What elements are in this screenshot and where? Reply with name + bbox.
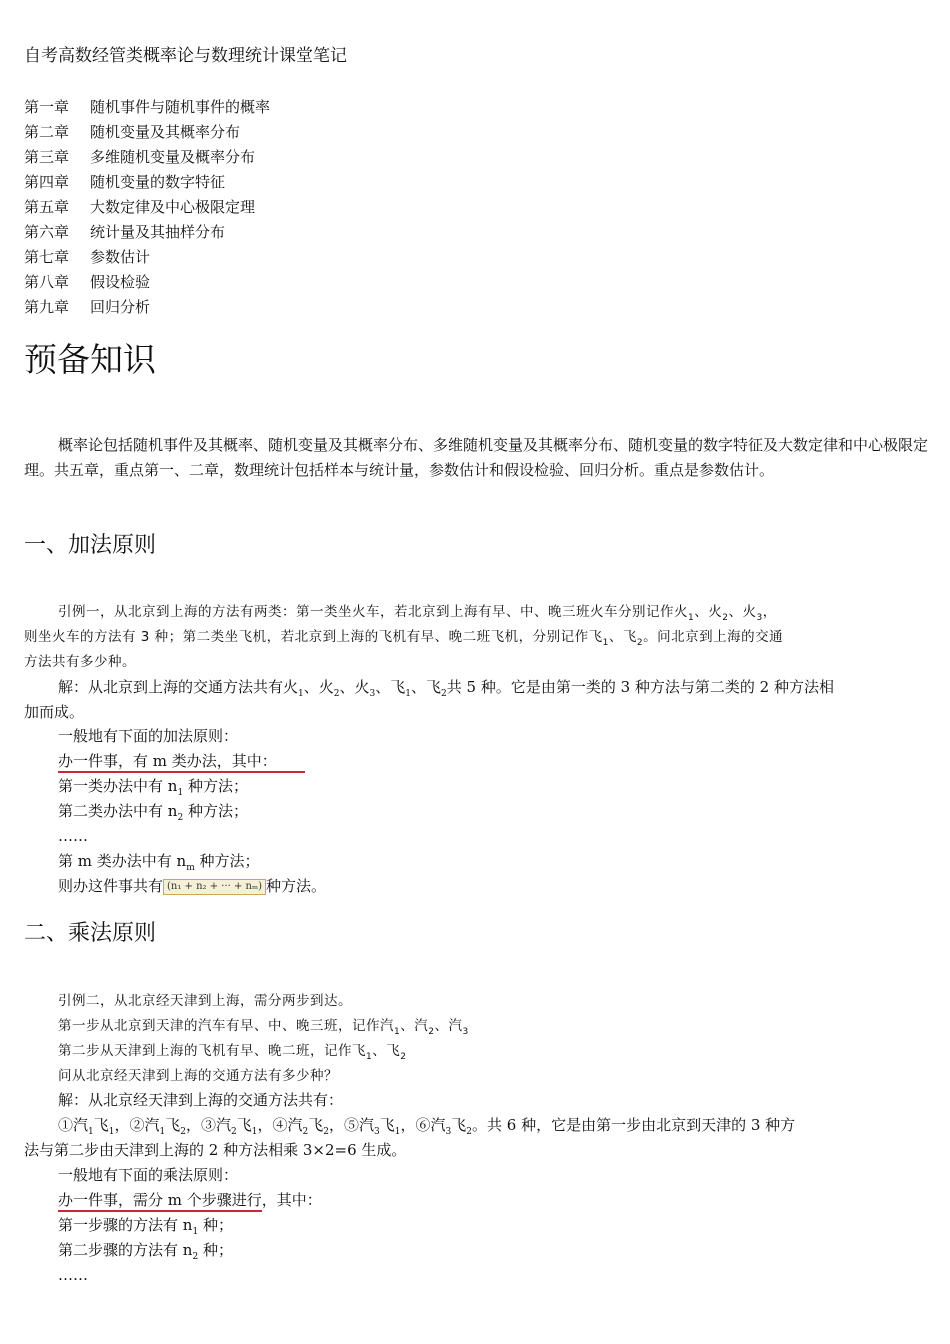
toc-item	[24, 272, 150, 292]
item-text: 第一步骤的方法有 n	[58, 1216, 193, 1234]
step-text: 第一步从北京到天津的汽车有早、中、晚三班，记作汽	[58, 1018, 394, 1034]
toc-title: 回归分析	[90, 298, 151, 316]
addition-item-m: 第 m 类办法中有 $n_m$ 种方法；	[58, 852, 260, 873]
multiplication-rule-tail: ，其中：	[261, 1191, 322, 1209]
toc-item	[24, 147, 255, 167]
section-heading-addition: 一、加法原则	[24, 533, 157, 558]
toc-title: 随机事件与随机事件的概率	[90, 98, 271, 116]
solution-two: 解：从北京经天津到上海的交通方法共有：	[58, 1091, 344, 1109]
toc-title: 大数定律及中心极限定理	[90, 198, 256, 216]
solution-one-line2: 加而成。	[24, 703, 85, 721]
multiplication-rule-text: 办一件事，需分 m 个步骤进行	[58, 1191, 262, 1212]
toc-title: 随机变量的数字特征	[90, 173, 226, 191]
addition-item-2: 第二类办法中有 $n_2$ 种方法；	[58, 802, 248, 823]
example-two-line1: 引例二，从北京经天津到上海，需分两步到达。	[58, 993, 352, 1009]
example-one-line2: 则坐火车的方法有 3 种；第二类坐飞机，若北京到上海的飞机有早、晚二班飞机，分别记作飞$_1$、飞$_2$。问北京到上海的交通	[24, 629, 784, 648]
toc-item	[24, 222, 225, 242]
toc-chapter: 第四章	[24, 173, 70, 191]
addition-total	[58, 876, 326, 896]
intro-text: 概率论包括随机事件及其概率、随机变量及其概率分布、多维随机变量及其概率分布、随机变量的数字特征及大数定律和中心极限定理。共五章，重点第一、二章，数理统计包括样本与统计量，参数估计和假设检验、回归分析。重点是参数估计。	[24, 436, 929, 479]
multiplication-item-1: 第一步骤的方法有 $n_1$ 种；	[58, 1216, 233, 1237]
toc-item	[24, 172, 225, 192]
toc-chapter: 第一章	[24, 98, 70, 116]
total-suffix: 种方法。	[266, 877, 327, 895]
multiplication-item-2: 第二步骤的方法有 $n_2$ 种；	[58, 1241, 233, 1262]
example-text: 则坐火车的方法有 3 种；第二类坐飞机，若北京到上海的飞机有早、晚二班飞机，分别记作飞	[24, 629, 603, 645]
toc-title: 参数估计	[90, 248, 151, 266]
toc-chapter: 第二章	[24, 123, 70, 141]
item-suffix: 种；	[202, 1241, 233, 1259]
toc-item	[24, 97, 270, 117]
multiplication-ellipsis: ……	[58, 1266, 88, 1284]
item-text: 第二类办法中有 n	[58, 802, 178, 820]
addition-item-1: 第一类办法中有 $n_1$ 种方法；	[58, 777, 248, 798]
item-text: 第二步骤的方法有 n	[58, 1241, 193, 1259]
example-one-line3: 方法共有多少种。	[24, 654, 136, 670]
step-text: 第二步从天津到上海的飞机有早、晚二班，记作飞	[58, 1043, 366, 1059]
section-heading-multiplication: 二、乘法原则	[24, 921, 157, 946]
toc-title: 假设检验	[90, 273, 151, 291]
item-suffix: 种方法；	[199, 852, 260, 870]
solution-one-line1: 解：从北京到上海的交通方法共有火$_1$、火$_2$、火$_3$、飞$_1$、飞$_2$共 5 种。它是由第一类的 3 种方法与第二类的 2 种方法相	[58, 678, 834, 699]
solution-text: 共 5 种。它是由第一类的 3 种方法与第二类的 2 种方法相	[446, 678, 834, 696]
toc-chapter: 第五章	[24, 198, 70, 216]
addition-rule	[58, 751, 305, 771]
solution-text: 解：从北京到上海的交通方法共有火	[58, 678, 299, 696]
toc-chapter: 第九章	[24, 298, 70, 316]
item-suffix: 种；	[202, 1216, 233, 1234]
toc-chapter: 第六章	[24, 223, 70, 241]
multiplication-general: 一般地有下面的乘法原则：	[58, 1166, 239, 1184]
toc-item	[24, 197, 255, 217]
example-two-step1: 第一步从北京到天津的汽车有早、中、晚三班，记作汽$_1$、汽$_2$、汽$_3$	[58, 1018, 469, 1037]
example-text: 引例一，从北京到上海的方法有两类：第一类坐火车，若北京到上海有早、中、晚三班火车分别记作火	[58, 604, 688, 620]
intro-paragraph	[24, 433, 928, 483]
item-suffix: 种方法；	[187, 802, 248, 820]
enumeration-line1: ①汽$_1$飞$_1$，②汽$_1$飞$_2$，③汽$_2$飞$_1$，④汽$_2$飞$_2$，⑤汽$_3$飞$_1$，⑥汽$_3$飞$_2$。共 6 种，它是由第一步由北京到天津的 3 种方	[58, 1116, 796, 1137]
example-two-step2: 第二步从天津到上海的飞机有早、晚二班，记作飞$_1$、飞$_2$	[58, 1043, 407, 1062]
toc-title: 统计量及其抽样分布	[90, 223, 226, 241]
toc-item	[24, 297, 150, 317]
example-two-question: 问从北京经天津到上海的交通方法有多少种？	[58, 1068, 338, 1084]
enumeration-tail: 。共 6 种，它是由第一步由北京到天津的 3 种方	[472, 1116, 796, 1134]
addition-rule-text: 办一件事，有 m 类办法，其中：	[58, 752, 305, 773]
item-text: 第一类办法中有 n	[58, 777, 178, 795]
enumeration-line2: 法与第二步由天津到上海的 2 种方法相乘 3×2=6 生成。	[24, 1141, 407, 1159]
document-title: 自考高数经管类概率论与数理统计课堂笔记	[24, 46, 347, 66]
toc-chapter: 第三章	[24, 148, 70, 166]
toc-title: 随机变量及其概率分布	[90, 123, 241, 141]
item-text: 第 m 类办法中有 n	[58, 852, 187, 870]
toc-chapter: 第八章	[24, 273, 70, 291]
toc-item	[24, 122, 240, 142]
toc-item	[24, 247, 150, 267]
addition-ellipsis: ……	[58, 827, 88, 845]
item-suffix: 种方法；	[187, 777, 248, 795]
example-one-line1: 引例一，从北京到上海的方法有两类：第一类坐火车，若北京到上海有早、中、晚三班火车分别记作火$_1$、火$_2$、火$_3$，	[58, 604, 777, 623]
toc-chapter: 第七章	[24, 248, 70, 266]
total-prefix: 则办这件事共有	[58, 877, 164, 895]
formula-image: (n₁ + n₂ + ··· + nₘ)	[163, 879, 266, 895]
addition-general: 一般地有下面的加法原则：	[58, 727, 239, 745]
section-heading-prep: 预备知识	[24, 340, 156, 379]
toc-title: 多维随机变量及概率分布	[90, 148, 256, 166]
multiplication-rule	[58, 1190, 322, 1210]
